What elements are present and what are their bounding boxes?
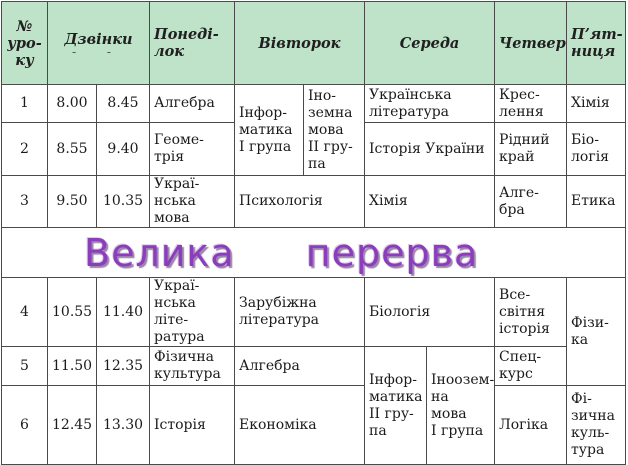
lesson-end: 11.40	[97, 278, 150, 347]
header-thursday: Четвер	[495, 2, 567, 85]
header-wednesday: Середа	[365, 2, 495, 85]
lesson-start: 11.50	[48, 347, 97, 386]
thursday-lesson-4: Все- світня історія	[495, 278, 567, 347]
lesson-end: 8.45	[97, 85, 150, 123]
friday-lesson-1: Хімія	[567, 85, 626, 123]
monday-lesson-1: Алгебра	[150, 85, 235, 123]
tuesday-lesson-4: Зарубіжна література	[235, 278, 365, 347]
wednesday-lesson-5-6-group-2: Іноозем- на мова І група	[427, 347, 495, 465]
lesson-end: 9.40	[97, 123, 150, 176]
lesson-start: 12.45	[48, 386, 97, 465]
lesson-number: 2	[2, 123, 48, 176]
header-bells-label: Дзвінки	[64, 30, 133, 48]
tuesday-lesson-5: Алгебра	[235, 347, 365, 386]
header-row	[2, 2, 626, 85]
wednesday-lesson-5-6-group-1: Інфор- матика ІІ гру- па	[365, 347, 427, 465]
lesson-number: 1	[2, 85, 48, 123]
lesson-number: 6	[2, 386, 48, 465]
monday-lesson-3: Украї- нська мова	[150, 176, 235, 228]
lesson-end: 10.35	[97, 176, 150, 228]
wednesday-lesson-2: Історія України	[365, 123, 495, 176]
break-row	[2, 228, 626, 278]
lesson-number: 3	[2, 176, 48, 228]
monday-lesson-6: Історія	[150, 386, 235, 465]
monday-lesson-2: Геоме- трія	[150, 123, 235, 176]
big-break-label: Велика перерва	[84, 230, 479, 275]
tuesday-lesson-1-2-group-2: Іно- земна мова ІІ гру- па	[304, 85, 365, 176]
wednesday-lesson-3: Хімія	[365, 176, 495, 228]
tuesday-lesson-1-2-group-1: Інфор- матика І група	[235, 85, 304, 176]
lesson-start: 9.50	[48, 176, 97, 228]
big-break-banner	[2, 228, 626, 278]
table-row	[2, 347, 626, 386]
lesson-start: 8.55	[48, 123, 97, 176]
thursday-lesson-1: Крес- лення	[495, 85, 567, 123]
lesson-start: 8.00	[48, 85, 97, 123]
thursday-lesson-2: Рідний край	[495, 123, 567, 176]
table-row	[2, 278, 626, 347]
table-row	[2, 386, 626, 465]
table-row	[2, 176, 626, 228]
wednesday-lesson-4: Біологія	[365, 278, 495, 347]
tuesday-lesson-3: Психологія	[235, 176, 365, 228]
header-bells	[48, 2, 150, 85]
lesson-number: 4	[2, 278, 48, 347]
thursday-lesson-3: Алге- бра	[495, 176, 567, 228]
lesson-number: 5	[2, 347, 48, 386]
lesson-end: 13.30	[97, 386, 150, 465]
thursday-lesson-6: Логіка	[495, 386, 567, 465]
monday-lesson-5: Фізична культура	[150, 347, 235, 386]
header-lesson-number: № уро- ку	[2, 2, 48, 85]
lesson-end: 12.35	[97, 347, 150, 386]
thursday-lesson-5: Спец- курс	[495, 347, 567, 386]
header-friday: П’ят- ниця	[567, 2, 626, 85]
lesson-start: 10.55	[48, 278, 97, 347]
monday-lesson-4: Украї- нська літе- ратура	[150, 278, 235, 347]
friday-lesson-2: Біо- логія	[567, 123, 626, 176]
header-monday: Понеді- лок	[150, 2, 235, 85]
friday-lesson-6: Фі- зична куль- тура	[567, 386, 626, 465]
table-row	[2, 85, 626, 123]
header-bells-marks: – –	[72, 46, 125, 57]
tuesday-lesson-6: Економіка	[235, 386, 365, 465]
wednesday-lesson-1: Українська література	[365, 85, 495, 123]
friday-lesson-4-5: Фізи- ка	[567, 278, 626, 386]
school-timetable	[1, 1, 626, 465]
header-tuesday: Вівторок	[235, 2, 365, 85]
friday-lesson-3: Етика	[567, 176, 626, 228]
